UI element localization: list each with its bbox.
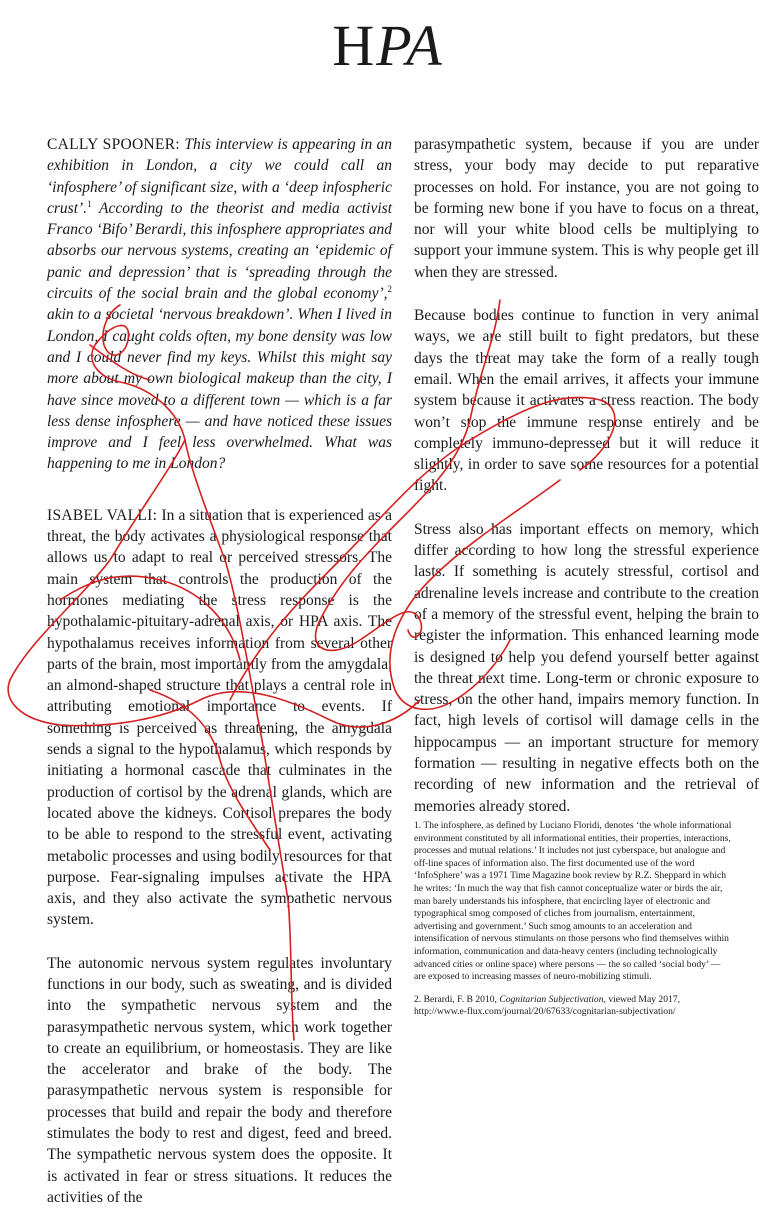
memory-paragraph: Stress also has important effects on memory, which differ according to how long the stressful experience lasts. If something is acutely stressful, cortisol and adrenaline levels increase and contribute to the creation of a memory of the stressful event, helping the brain to register the information. This enhanced learning mode is designed to help you defend yourself better against the threat next time. Long-term or chronic exposure to stress, on the other hand, impairs memory function. In fact, high levels of cortisol will damage cells in the hippocampus — an important structure for memory formation — resulting in negative effects both on the recording of new information and the retrieval of memories already stored. <box>414 520 759 815</box>
footnote-ref-2[interactable]: 2 <box>387 283 392 294</box>
footnote-2 <box>414 994 732 1019</box>
question-paragraph <box>47 134 392 475</box>
right-column <box>414 134 759 839</box>
speaker-cally: CALLY SPOONER: <box>47 136 181 153</box>
question-text-2: According to the theorist and media activist Franco ‘Bifo’ Berardi, this infosphere appropriates and absorbs our nervous systems, creating an ‘epidemic of panic and depression’ that is ‘spreading through the circuits of the social brain and the global economy’, <box>47 199 393 303</box>
footnote-1: 1. The infosphere, as defined by Luciano Floridi, denotes ‘the whole informational environment constituted by all informational entities, their properties, interactions, processes and mutual relations.’ It includes not just cyberspace, but analogue and off-line spaces of information also. The first documented use of the word ‘InfoSphere’ was a 1971 Time Magazine book review by R.Z. Sheppard in which he writes: ‘In much the way that fish cannot conceptualize water or birds the air, man barely understands his infosphere, that encircling layer of electronic and typographical smog composed of cliches from journalism, entertainment, advertising and government.’ Such smog amounts to an acceleration and intensification of nervous stimulants on those persons who find themselves within information, communication and data-heavy centers (including technologically advanced cities or online space) where persons — the so called ‘social body’ — are exposed to increasing masses of neuro-mobilizing stimuli. <box>414 820 732 983</box>
bodies-paragraph: Because bodies continue to function in very animal ways, we are still built to fight predators, but these days the threat may take the form of a really tough email. When the email arrives, it affects your immune system because it activates a stress reaction. The body won’t stop the immune response entirely and be completely immuno-depressed but it will reduce it slightly, in order to save some resources for a potential fight. <box>414 307 759 495</box>
footnote-2-link[interactable]: viewed May 2017, http://www.e-flux.com/journal/20/67633/cognitarian-subjectivation/ <box>414 993 680 1018</box>
answer-text: In a situation that is experienced as a threat, the body activates a physiological response that allows us to adapt to real or perceived stressors. The main system that controls the production of the hormones mediating the stress response is the hypothalamic-pituitary-adrenal axis, or HPA axis. The hypothalamus receives information from several other parts of the brain, most importantly from the amygdala, an almond-shaped structure that plays a central role in attributing emotional importance to events. If something is perceived as threatening, the amygdala sends a signal to the hypothalamus, which responds by initiating a hormonal cascade that culminates in the production of cortisol by the adrenal glands, which are located above the kidneys. Cortisol prepares the body to be able to respond to the stressful event, activating metabolic processes and using bodily resources for that purpose. Fear-signaling impulses activate the HPA axis, and they also activate the sympathetic nervous system. <box>47 506 393 929</box>
speaker-isabel: ISABEL VALLI: <box>47 506 158 524</box>
title-h: H <box>332 13 377 78</box>
left-column <box>47 134 392 1230</box>
parasympathetic-paragraph: parasympathetic system, because if you are under stress, your body may decide to put reparative processes on hold. For instance, you are not going to be forming new bone if you have to focus on a threat, nor will your white blood cells be multiplying to support your immune system. This is why people get ill when they are stressed. <box>414 136 759 281</box>
page-title <box>0 14 776 78</box>
autonomic-paragraph: The autonomic nervous system regulates involuntary functions in our body, such as sweating, and is divided into the sympathetic nervous system and the parasympathetic nervous system, which work together to create an equilibrium, or homeostasis. They are like the accelerator and brake of the body. The parasympathetic nervous system is responsible for processes that build and repair the body and therefore stimulates the body to rest and digest, feed and breed. The sympathetic nervous system does the opposite. It is activated in fear or stress situations. It reduces the activities of the <box>47 954 392 1206</box>
question-text-3: akin to a societal ‘nervous breakdown’. When I lived in London, I caught colds often, my bone density was low and I could never find my keys. Whilst this might say more about my own biological makeup than the city, I have since moved to a different town — which is a far less dense infosphere — and have noticed these issues improve and I feel less overwhelmed. What was happening to me in London? <box>47 306 392 473</box>
answer-paragraph <box>47 505 392 931</box>
footnote-2-title: Cognitarian Subjectivation, <box>499 993 606 1005</box>
footnotes <box>414 820 732 1029</box>
question-text-1: This interview is appearing in an exhibition in London, a city we could call an ‘infosphere’ of significant size, with a ‘deep infospheric crust’. <box>47 136 393 217</box>
title-pa: PA <box>376 13 444 78</box>
footnote-ref-1[interactable]: 1 <box>87 198 92 209</box>
footnote-2-author: 2. Berardi, F. B 2010, <box>414 993 497 1005</box>
